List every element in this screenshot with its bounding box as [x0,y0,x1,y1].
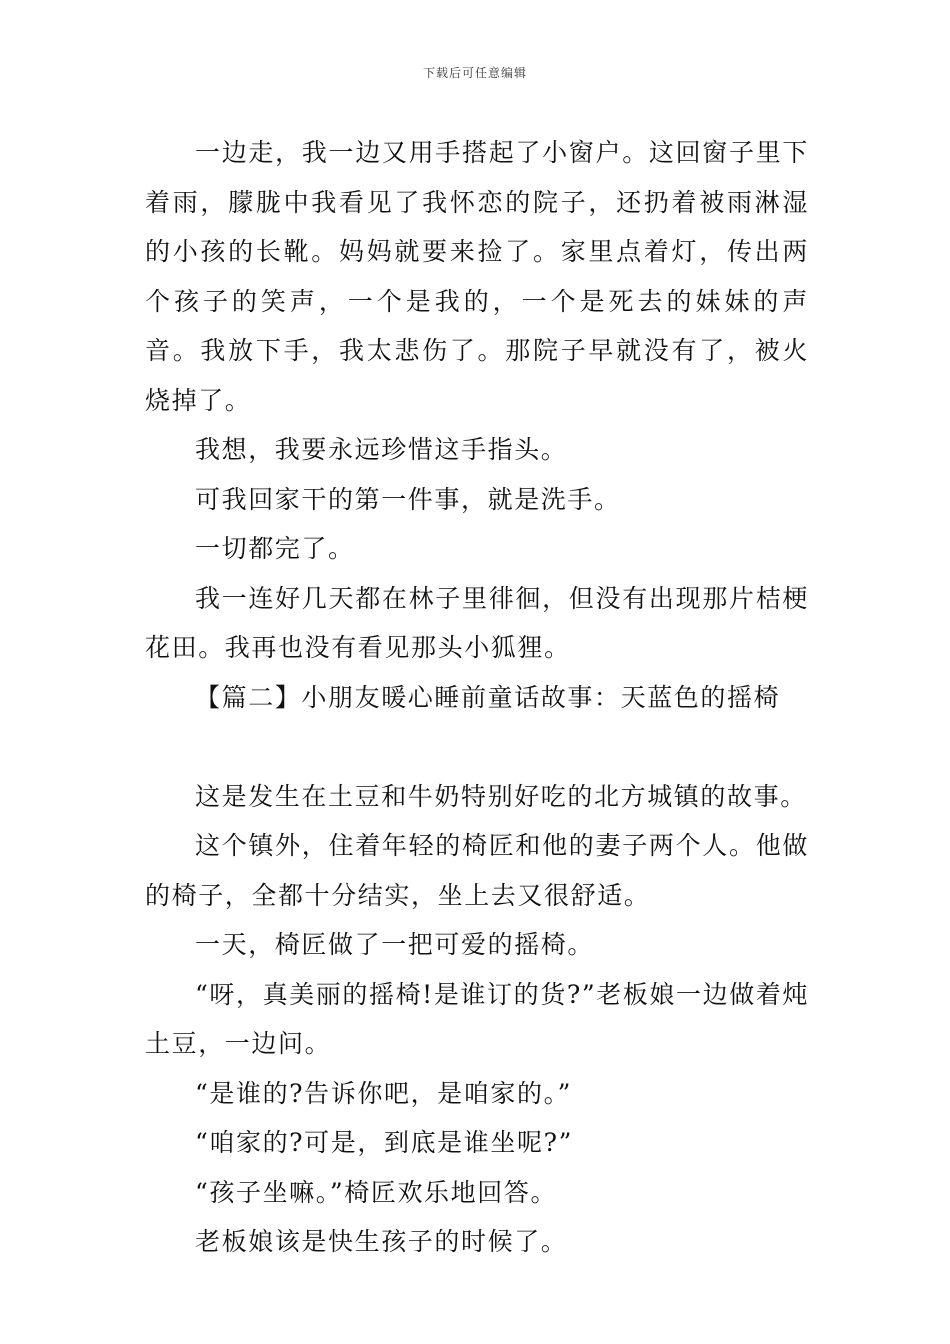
paragraph: “孩子坐嘛。”椅匠欢乐地回答。 [195,1177,558,1207]
paragraph: 这是发生在土豆和牛奶特别好吃的北方城镇的故事。 [195,781,807,811]
paragraph: 这个镇外，住着年轻的椅匠和他的妻子两个人。他做的椅子，全都十分结实，坐上去又很舒适。 [145,831,809,910]
paragraph: 一切都完了。 [195,534,355,563]
paragraph: 老板娘该是快生孩子的时候了。 [195,1227,568,1256]
body-text [145,128,809,1267]
blank-line [145,722,809,772]
paragraph: “是谁的?告诉你吧，是咱家的。” [195,1078,573,1108]
paragraph: 可我回家干的第一件事，就是洗手。 [195,484,621,514]
paragraph: 我一连好几天都在林子里徘徊，但没有出现那片桔梗花田。我再也没有看见那头小狐狸。 [145,583,809,662]
header-note: 下载后可任意编辑 [422,66,527,80]
paragraph: “咱家的?可是，到底是谁坐呢?” [195,1128,573,1157]
paragraph: 一边走，我一边又用手搭起了小窗户。这回窗子里下着雨，朦胧中我看见了我怀恋的院子，还扔着被雨淋湿的小孩的长靴。妈妈就要来捡了。家里点着灯，传出两个孩子的笑声，一个是我的，一个是死去的妹妹的声音。我放下手，我太悲伤了。那院子早就没有了，被火烧掉了。 [145,138,809,415]
section-heading: 【篇二】小朋友暖心睡前童话故事：天蓝色的摇椅 [195,682,781,712]
paragraph: “呀，真美丽的摇椅!是谁订的货?”老板娘一边做着炖土豆，一边问。 [145,979,810,1058]
paragraph: 我想，我要永远珍惜这手指头。 [195,435,568,464]
paragraph: 一天，椅匠做了一把可爱的摇椅。 [195,930,595,959]
